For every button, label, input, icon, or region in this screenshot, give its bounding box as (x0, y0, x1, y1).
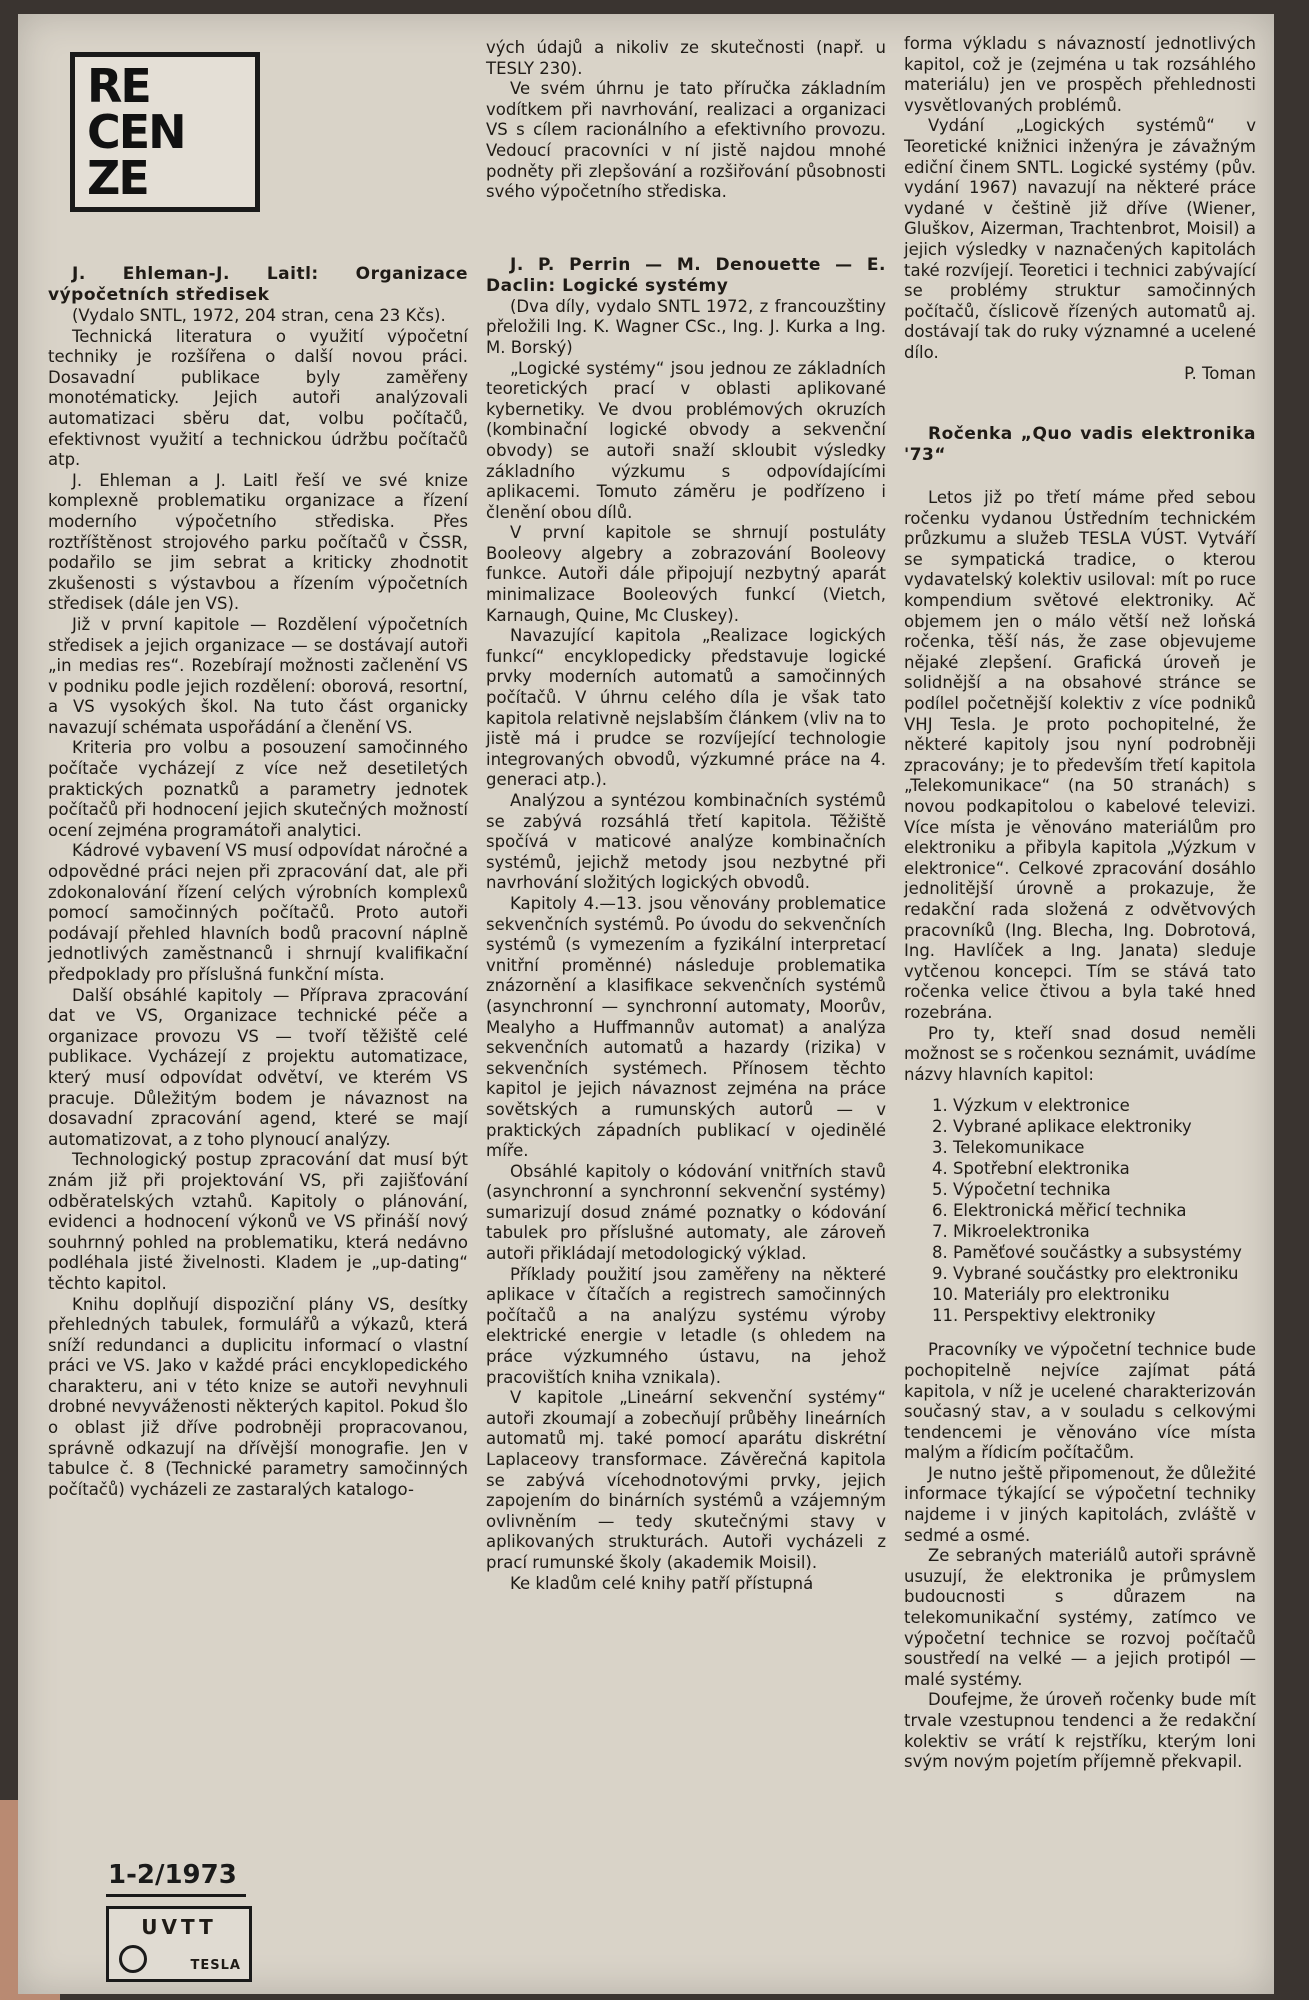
list-item: 4. Spotřební elektronika (932, 1159, 1130, 1179)
paragraph: Kádrové vybavení VS musí odpovídat náročné a odpovědné práci nejen při zpracování dat, ale při zdokonalování řízení celých výrobních komplexů pomocí samočinných počítačů. Proto autoři podávají přehled hlavních bodů pracovní náplně jednotlivých zaměstnanců i shrnují kvalifikační předpoklady pro příslušná funkční místa. (48, 841, 468, 984)
paragraph: Je nutno ještě připomenout, že důležité informace týkající se výpočetní techniky najdeme i v jiných kapitolách, zvláště v sedmé a osmé. (904, 1463, 1256, 1545)
paragraph: Kapitoly 4.—13. jsou věnovány problematice sekvenčních systémů. Po úvodu do sekvenčních systémů (s vymezením a fyzikální interpretací vnitřní proměnné) následuje problematika znázornění a klasifikace sekvenčních systémů (asynchronní — synchronní automaty, Moorův, Mealyho a Huffmannův automat) a analýza sekvenčních automatů a hazardy (rizika) v sekvenčních systémech. Přínosem těchto kapitol je jejich návaznost zejména na práce sovětských a rumunských autorů — v praktických západních publikací v ojedinělé míře. (486, 893, 886, 1161)
column-1 (48, 264, 468, 1500)
paragraph: Ze sebraných materiálů autoři správně usuzují, že elektronika je průmyslem budoucnosti s důrazem na telekomunikační systémy, zatímco ve výpočetní technice se rozvoj počítačů soustředí na velké — a jejich protipól — malé systémy. (904, 1546, 1256, 1689)
list-item: 5. Výpočetní technika (932, 1180, 1111, 1200)
paragraph: Knihu doplňují dispoziční plány VS, desítky přehledných tabulek, formulářů a výkazů, která sníží redundanci a duplicitu informací o vlastní práci ve VS. Jako v každé práci encyklopedického charakteru, ani v této knize se autoři nevyhnuli drobné nevyváženosti některých kapitol. Pokud šlo o oblast již dříve podrobněji propracovanou, správně odkazují na dřívější monografie. Jen v tabulce č. 8 (Technické parametry samočinných počítačů) vycházeli ze zastaralých katalogo- (48, 1294, 468, 1499)
paragraph: Doufejme, že úroveň ročenky bude mít trvale vzestupnou tendenci a že redakční kolektiv se vrátí k rejstříku, kterým loni svým novým pojetím příjemně překvapil. (904, 1690, 1256, 1772)
paragraph: Letos již po třetí máme před sebou ročenku vydanou Ústředním technickém průzkumu a služeb TESLA VÚST. Vytváří se sympatická tradice, o kterou vydavatelský kolektiv usiloval: mít po ruce kompendium světové elektroniky. Ač objemem jen o málo větší než loňská ročenka, těší nás, že zase objevujeme nějaké zlepšení. Grafická úroveň je solidnější a na obsahové stránce se podílel početnější kolektiv z více podniků VHJ Tesla. Je proto pochopitelné, že některé kapitoly jsou nyní podrobněji zpracovány; je to především třetí kapitola „Telekomunikace“ (na 50 stranách) s novou podkapitolou o kabelové televizi. Více místa je věnováno materiálům pro elektroniku a přibyla kapitola „Výzkum v elektronice“. Celkové zpracování dosáhlo jednolitější úrovně a prokazuje, že redakční rada složená z odvětvových pracovníků (Ing. Blecha, Ing. Dobrotová, Ing. Havlíček a Ing. Janata) sleduje vytčenou koncepci. Tím se stává tato ročenka velice čtivou a byla také hned rozebrána. (904, 488, 1256, 1022)
paragraph: Navazující kapitola „Realizace logických funkcí“ encyklopedicky představuje logické prvky moderních automatů a samočinných počítačů. V úhrnu celého díla je však tato kapitola relativně nejslabším článkem (vliv na to jistě má i prudce se rozvíjející technologie integrovaných obvodů, výzkumné práce na 4. generaci atp.). (486, 626, 886, 790)
paragraph: Další obsáhlé kapitoly — Příprava zpracování dat ve VS, Organizace technické péče a organizace provozu VS — tvoří těžiště celé publikace. Vycházejí z projektu automatizace, který musí odpovídat odvětví, ve kterém VS pracuje. Důležitým bodem je návaznost na dosavadní zpracování agend, které se mají automatizovat, a z toho plynoucí analýzy. (48, 985, 468, 1149)
paragraph: V kapitole „Lineární sekvenční systémy“ autoři zkoumají a zobecňují průběhy lineárních automatů mj. také pomocí aparátu diskrétní Laplaceovy transformace. Závěrečná kapitola se zabývá vícehodnotovými prvky, jejich zapojením do binárních systémů a vzájemným ovlivněním — tedy skutečnými stavy v aplikovaných strukturách. Autoři vycházeli z prací rumunské školy (akademik Moisil). (486, 1388, 886, 1572)
list-item: 3. Telekomunikace (932, 1138, 1085, 1158)
logo-line-3: ZE (87, 151, 148, 205)
list-item: 10. Materiály pro elektroniku (932, 1285, 1170, 1305)
review-1-publication: (Vydalo SNTL, 1972, 204 stran, cena 23 Kčs). (72, 306, 446, 325)
list-item: 11. Perspektivy elektroniky (932, 1306, 1156, 1326)
list-item: 7. Mikroelektronika (932, 1222, 1090, 1242)
recenze-logo (70, 52, 260, 212)
paragraph: Analýzou a syntézou kombinačních systémů se zabývá rozsáhlá třetí kapitola. Těžiště spočívá v maticové analýze kombinačních systémů, jejichž metody jsou nezbytné při navrhování složitých logických obvodů. (486, 791, 886, 893)
footer-divider (106, 1894, 246, 1897)
list-item: 2. Vybrané aplikace elektroniky (932, 1117, 1192, 1137)
paragraph: Technická literatura o využití výpočetní techniky je rozšířena o další novou práci. Dosavadní publikace byly zaměřeny monotématicky. Jejich autoři analýzovali automatizaci sběru dat, volbu počítačů, efektivnost využití a technickou údržbu počítačů atp. (48, 326, 468, 470)
logo-line-1: RE (87, 59, 150, 113)
review-3-title: Ročenka „Quo vadis elektronika '73“ (904, 424, 1256, 466)
list-item: 6. Elektronická měřicí technika (932, 1201, 1187, 1221)
list-item: 1. Výzkum v elektronice (932, 1096, 1130, 1116)
paragraph: Technologický postup zpracování dat musí být znám již při projektování VS, při zajišťování odběratelských vztahů. Kapitoly o plánování, evidenci a hodnocení výkonů ve VS přináší nový souhrnný pohled na problematiku, která nedávno podléhala jisté živelnosti. Kladem je „up-dating“ těchto kapitol. (48, 1150, 468, 1293)
tesla-emblem-icon (119, 1945, 147, 1973)
paragraph: Pro ty, kteří snad dosud neměli možnost se s ročenkou seznámit, uvádíme názvy hlavních kapitol: (904, 1023, 1256, 1084)
review-2-publication: (Dva díly, vydalo SNTL 1972, z francouzštiny přeložili Ing. K. Wagner CSc., Ing. J. Kurka a Ing. M. Borský) (486, 296, 886, 357)
uvtt-tesla-logo (106, 1906, 252, 1982)
review-signature: P. Toman (1184, 363, 1256, 383)
chapter-list (932, 1095, 1256, 1326)
paragraph: Již v první kapitole — Rozdělení výpočetních středisek a jejich organizace — se dostávají autoři „in medias res“. Rozebírají možnosti začlenění VS v podniku podle jejich rozdělení: oborová, resortní, a VS vysokých škol. Na tuto část organicky navazují schémata uspořádání a členění VS. (48, 614, 468, 737)
paragraph: Ke kladům celé knihy patří přístupná (510, 1573, 814, 1593)
column-2 (486, 38, 886, 1594)
paragraph: „Logické systémy“ jsou jednou ze základních teoretických prací v oblasti aplikované kybernetiky. Ve dvou problémových okruzích (kombinační logické obvody a sekvenční obvody) se autoři snaží skloubit výsledky základního výzkumu s odpovídajícími aplikacemi. Tomuto záměru je podřízeno i členění obou dílů. (486, 358, 886, 522)
paragraph: Vydání „Logických systémů“ v Teoretické knižnici inženýra je závažným ediční činem SNTL. Logické systémy (pův. vydání 1967) navazují na některé práce vydané v češtině již dříve (Wiener, Gluškov, Aizerman, Trachtenbrot, Moisil) a jejich výsledky v naznačených kapitolách také rozvíjejí. Teoretici i technici zabývající se problémy struktur samočinných počítačů, číslicově řízených automatů aj. dostávají tak do ruky významné a ucelené dílo. (904, 116, 1256, 362)
column-3 (904, 34, 1256, 1773)
logo-brand-text: UVTT (141, 1915, 217, 1939)
paragraph: Příklady použití jsou zaměřeny na některé aplikace v čítačích a registrech samočinných počítačů a na analýzu systému výroby elektrické energie v letadle (s ohledem na práce výzkumného ústavu, na jehož pracovištích kniha vznikala). (486, 1264, 886, 1387)
paragraph: forma výkladu s návazností jednotlivých kapitol, což je (zejména u tak rozsáhlého materiálu) jen ve prospěch přehlednosti vysvětlovaných problémů. (904, 34, 1256, 115)
magazine-page (18, 14, 1274, 1994)
paragraph: J. Ehleman a J. Laitl řeší ve své knize komplexně problematiku organizace a řízení moderního výpočetního střediska. Přes roztříštěnost strojového parku počítačů v ČSSR, podařilo se jim sebrat a kriticky zhodnotit zkušenosti s výstavbou a řízením výpočetních středisek (dále jen VS). (48, 470, 468, 614)
review-1-title: J. Ehleman-J. Laitl: Organizace výpočetních středisek (48, 264, 468, 305)
paragraph: Pracovníky ve výpočetní technice bude pochopitelně nejvíce zajímat pátá kapitola, v níž je ucelené charakterizován současný stav, a v souladu s celkovými tendencemi je věnováno více místa malým a řídicím počítačům. (904, 1340, 1256, 1463)
paragraph: Ve svém úhrnu je tato příručka základním vodítkem při navrhování, realizaci a organizaci VS s cílem racionálního a efektivního provozu. Vedoucí pracovníci v ní jistě najdou mnohé podněty při zlepšování a rozšiřování působnosti svého výpočetního střediska. (486, 79, 886, 202)
review-2-title: J. P. Perrin — M. Denouette — E. Daclin: Logické systémy (486, 254, 886, 296)
logo-brand-subtext: TESLA (190, 1958, 241, 1973)
paragraph: Kriteria pro volbu a posouzení samočinného počítače vycházejí z více než desetiletých praktických poznatků a parametry jednotek počítačů při hodnocení jejich skutečných možností ocení zejména programátoři analytici. (48, 738, 468, 840)
list-item: 9. Vybrané součástky pro elektroniku (932, 1264, 1239, 1284)
issue-number: 1-2/1973 (108, 1860, 237, 1890)
paragraph: Obsáhlé kapitoly o kódování vnitřních stavů (asynchronní a synchronní sekvenční systémy) sumarizují dosud známé poznatky o kódování tabulek pro příslušné automaty, ale zároveň autoři přikládají metodologický výklad. (486, 1161, 886, 1264)
logo-line-2: CEN (87, 105, 185, 159)
paragraph: vých údajů a nikoliv ze skutečnosti (např. u TESLY 230). (486, 38, 886, 78)
paragraph: V první kapitole se shrnují postuláty Booleovy algebry a zobrazování Booleovy funkce. Autoři dále připojují nezbytný aparát minimalizace Booleových funkcí (Vietch, Karnaugh, Quine, Mc Cluskey). (486, 523, 886, 625)
list-item: 8. Paměťové součástky a subsystémy (932, 1243, 1242, 1263)
